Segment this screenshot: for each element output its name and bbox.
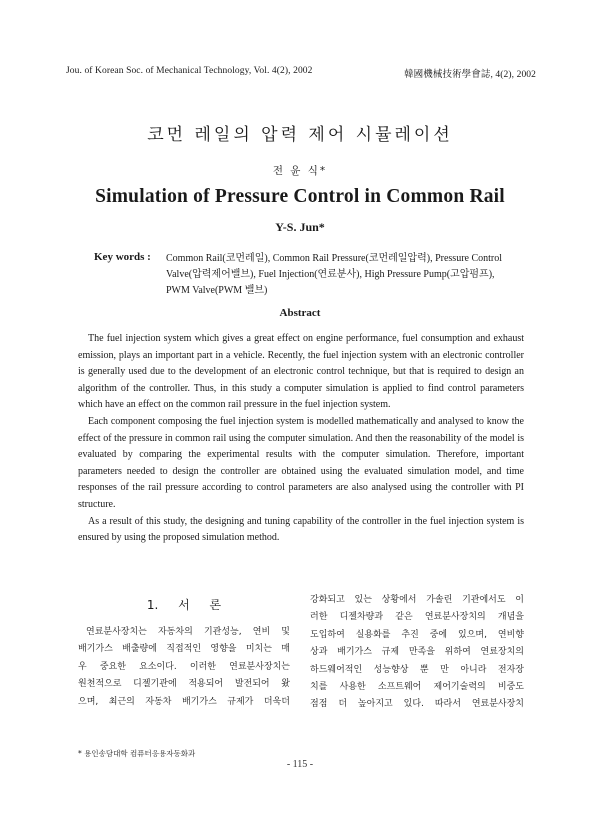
author-korean: 전 윤 식* [272,165,328,177]
abstract-heading: Abstract [279,307,321,319]
running-header-right: 韓國機械技術學會誌, 4(2), 2002 [404,70,536,80]
abstract-paragraph: The fuel injection system which gives a great effect on engine performance, fuel consumption and exhaust emission, plays an important part in a vehicle. Recently, the fuel injection system with an electronic controller is generally used due to the development of an electronic control technique, but that is required to design an algorithm of the controller. Thus, in this study a computer simulation is applied to find control parameters which have an effect on the common rail pressure in the fuel injection system. [78,333,524,411]
title-english: Simulation of Pressure Control in Common Rail [95,186,505,207]
body-line: 원천적으로 디젤기관에 적용되어 발전되어 왔 [78,679,290,690]
running-header-left: Jou. of Korean Soc. of Mechanical Technology, Vol. 4(2), 2002 [66,66,313,76]
author-english: Y-S. Jun* [275,220,325,234]
keywords-text: Common Rail(코먼레일), Common Rail Pressure(코먼레일압력), Pressure Control Valve(압력제어밸브), Fuel Injection(연료분사), High Pressure Pump(고압펌프), PWM Valve(PWM 밸브) [166,253,503,296]
intro-column-left [78,624,290,711]
keywords-label: Key words : [94,251,151,263]
page-number: - 115 - [286,759,314,770]
section-heading-introduction: 1. 서 론 [146,598,222,612]
body-line: 상과 배기가스 규제 만족을 위하여 연료장치의 [310,647,524,658]
abstract-body [78,331,524,547]
title-korean: 코먼 레일의 압력 제어 시뮬레이션 [147,125,453,145]
body-line: 연료분사장치는 자동차의 기관성능, 연비 및 [86,627,290,637]
abstract-paragraph: Each component composing the fuel injection system is modelled mathematically and analysed to know the effect of the pressure in common rail using the computer simulation. And then the reasonability of the model is evaluated by comparing the experimental results with the computer simulation. Therefore, important parameters needed to design the controller are obtained using the evaluated simulation model, and time responses of the rail pressure according to control parameters are also analysed using the controller with PI structure. [78,415,524,510]
body-line: 치를 사용한 소프트웨어 제어기술력의 비중도 [310,682,524,693]
body-line: 배기가스 배출량에 직접적인 영향을 미치는 매 [78,644,290,655]
body-line: 러한 디젤차량과 같은 연료분사장치의 개념을 [310,612,524,623]
body-line: 하드웨어적인 성능향상 뿐 만 아니라 전자장 [310,664,524,675]
intro-column-right [310,592,524,714]
body-line: 으며, 최근의 자동차 배기가스 규제가 더욱더 [78,696,290,707]
body-line: 우 중요한 요소이다. 이러한 연료분사장치는 [78,661,290,672]
body-line: 도입하여 실용화를 추진 중에 있으며, 연비향 [310,629,524,640]
body-line: 강화되고 있는 상황에서 가솔린 기관에서도 이 [310,595,524,605]
body-line: 점점 더 높아지고 있다. 따라서 연료분사장치 [310,699,524,710]
author-affiliation-footnote: * 용인송담대학 컴퓨터응용자동화과 [78,749,196,758]
abstract-paragraph: As a result of this study, the designing and tuning capability of the controller in the fuel injection system is ensured by using the proposed simulation method. [78,515,524,544]
